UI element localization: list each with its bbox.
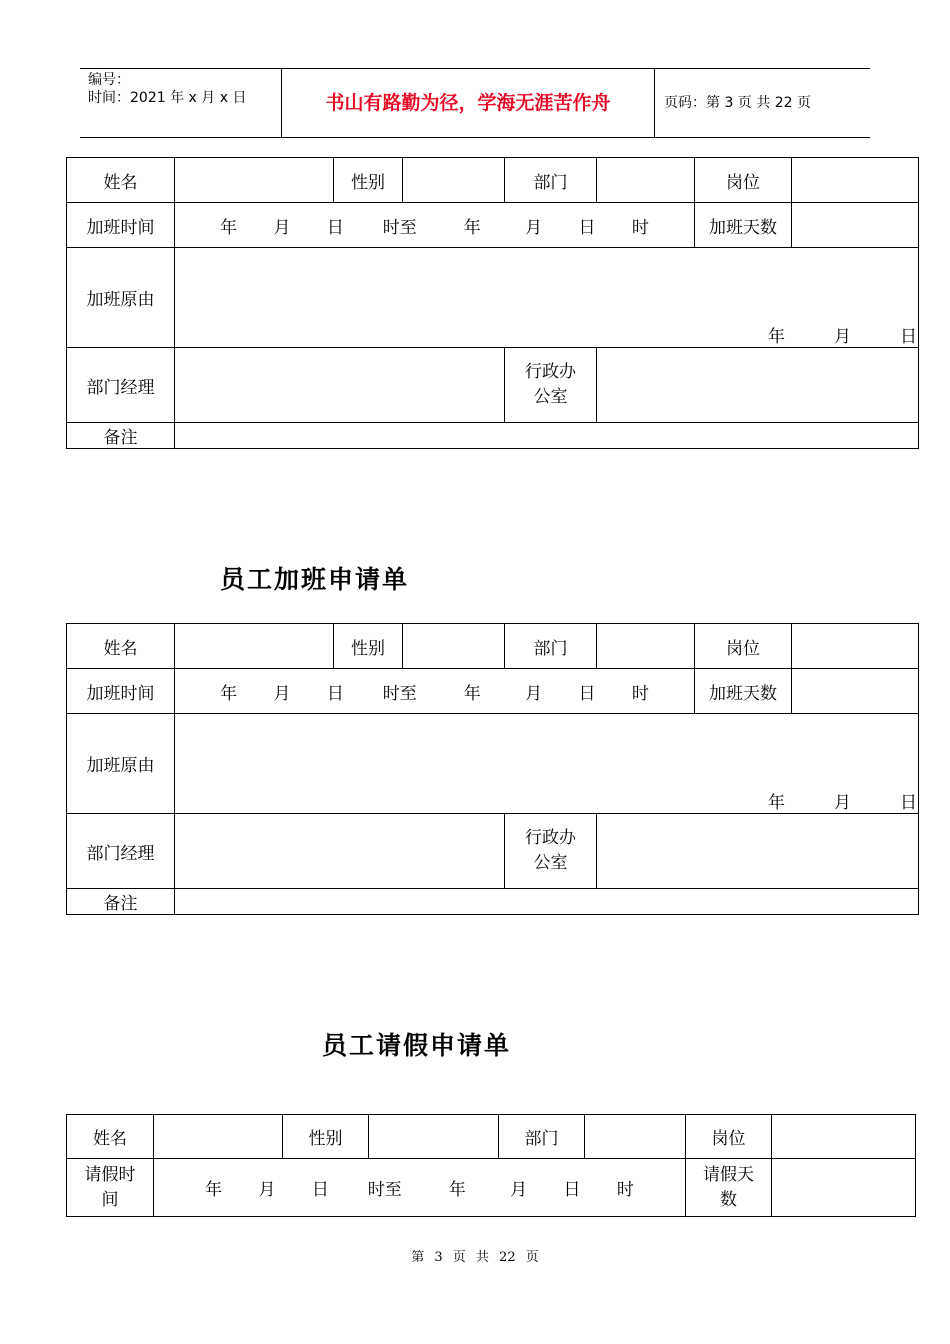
admin-field[interactable] [597, 814, 919, 889]
time-range [175, 679, 694, 704]
ot-reason-field[interactable] [175, 248, 919, 348]
time-day: 日 [578, 683, 596, 704]
time-year: 年 [448, 1180, 466, 1200]
time-year: 年 [463, 683, 481, 704]
date-day: 日 [900, 327, 917, 347]
time-month: 月 [258, 1180, 276, 1200]
leave-days-label: 请假天数 [686, 1159, 772, 1217]
time-range [175, 213, 694, 238]
leave-time-field[interactable] [154, 1159, 686, 1217]
header-motto: 书山有路勤为径，学海无涯苦作舟 [325, 92, 611, 114]
admin-label: 行政办公室 [505, 348, 597, 423]
date-day: 日 [900, 793, 917, 813]
gender-field[interactable] [369, 1115, 499, 1159]
time-year: 年 [220, 217, 238, 238]
manager-field[interactable] [175, 348, 505, 423]
dept-field[interactable] [597, 158, 695, 203]
name-field[interactable] [154, 1115, 283, 1159]
leave-form [66, 1114, 916, 1217]
time-month: 月 [273, 217, 291, 238]
ot-days-label: 加班天数 [695, 203, 792, 248]
gender-label: 性别 [334, 624, 403, 669]
time-year: 年 [220, 683, 238, 704]
time-month: 月 [525, 217, 543, 238]
time-month: 月 [525, 683, 543, 704]
time-month: 月 [273, 683, 291, 704]
admin-label: 行政办公室 [505, 814, 597, 889]
time-year: 年 [463, 217, 481, 238]
header-divider [654, 69, 655, 137]
reason-date [738, 788, 918, 813]
dept-label: 部门 [505, 624, 597, 669]
name-field[interactable] [175, 158, 334, 203]
overtime-form-1 [66, 157, 919, 449]
time-hour-to: 时至 [367, 1180, 402, 1200]
time-year: 年 [205, 1180, 223, 1200]
remark-field[interactable] [175, 423, 919, 449]
overtime-form-2 [66, 623, 919, 915]
ot-days-label: 加班天数 [695, 669, 792, 714]
post-label: 岗位 [695, 624, 792, 669]
post-label: 岗位 [686, 1115, 772, 1159]
gender-label: 性别 [283, 1115, 369, 1159]
time-range [154, 1175, 685, 1200]
time-hour-to: 时至 [382, 683, 417, 704]
dept-field[interactable] [597, 624, 695, 669]
leave-time-label: 请假时间 [67, 1159, 154, 1217]
time-label: 时间：2021 年 x 月 x 日 [88, 90, 247, 106]
dept-label: 部门 [499, 1115, 585, 1159]
time-hour-to: 时至 [382, 217, 417, 238]
header-meta [88, 71, 278, 107]
remark-label: 备注 [67, 423, 175, 449]
dept-field[interactable] [585, 1115, 686, 1159]
ot-days-field[interactable] [792, 203, 919, 248]
number-label: 编号： [88, 72, 130, 88]
date-year: 年 [768, 327, 785, 347]
name-label: 姓名 [67, 1115, 154, 1159]
post-field[interactable] [792, 624, 919, 669]
time-day: 日 [326, 683, 344, 704]
gender-field[interactable] [403, 158, 505, 203]
time-hour: 时 [631, 683, 649, 704]
ot-reason-label: 加班原由 [67, 714, 175, 814]
ot-days-field[interactable] [792, 669, 919, 714]
time-hour: 时 [616, 1180, 634, 1200]
remark-field[interactable] [175, 889, 919, 915]
name-label: 姓名 [67, 158, 175, 203]
ot-reason-label: 加班原由 [67, 248, 175, 348]
post-field[interactable] [792, 158, 919, 203]
date-year: 年 [768, 793, 785, 813]
name-label: 姓名 [67, 624, 175, 669]
post-label: 岗位 [695, 158, 792, 203]
manager-label: 部门经理 [67, 348, 175, 423]
header-page-info: 页码：第 3 页 共 22 页 [664, 95, 811, 111]
ot-time-field[interactable] [175, 669, 695, 714]
ot-time-field[interactable] [175, 203, 695, 248]
ot-reason-field[interactable] [175, 714, 919, 814]
post-field[interactable] [772, 1115, 916, 1159]
time-day: 日 [326, 217, 344, 238]
time-month: 月 [510, 1180, 528, 1200]
form-title: 员工请假申请单 [322, 1031, 512, 1060]
ot-time-label: 加班时间 [67, 669, 175, 714]
leave-days-field[interactable] [772, 1159, 916, 1217]
gender-label: 性别 [334, 158, 403, 203]
gender-field[interactable] [403, 624, 505, 669]
page-footer: 第 3 页 共 22 页 [411, 1250, 539, 1265]
manager-field[interactable] [175, 814, 505, 889]
remark-label: 备注 [67, 889, 175, 915]
manager-label: 部门经理 [67, 814, 175, 889]
reason-date [738, 322, 918, 347]
time-hour: 时 [631, 217, 649, 238]
dept-label: 部门 [505, 158, 597, 203]
ot-time-label: 加班时间 [67, 203, 175, 248]
name-field[interactable] [175, 624, 334, 669]
admin-field[interactable] [597, 348, 919, 423]
date-month: 月 [834, 793, 851, 813]
form-title: 员工加班申请单 [220, 565, 410, 594]
time-day: 日 [563, 1180, 581, 1200]
page-header [80, 68, 870, 138]
time-day: 日 [311, 1180, 329, 1200]
time-day: 日 [578, 217, 596, 238]
date-month: 月 [834, 327, 851, 347]
